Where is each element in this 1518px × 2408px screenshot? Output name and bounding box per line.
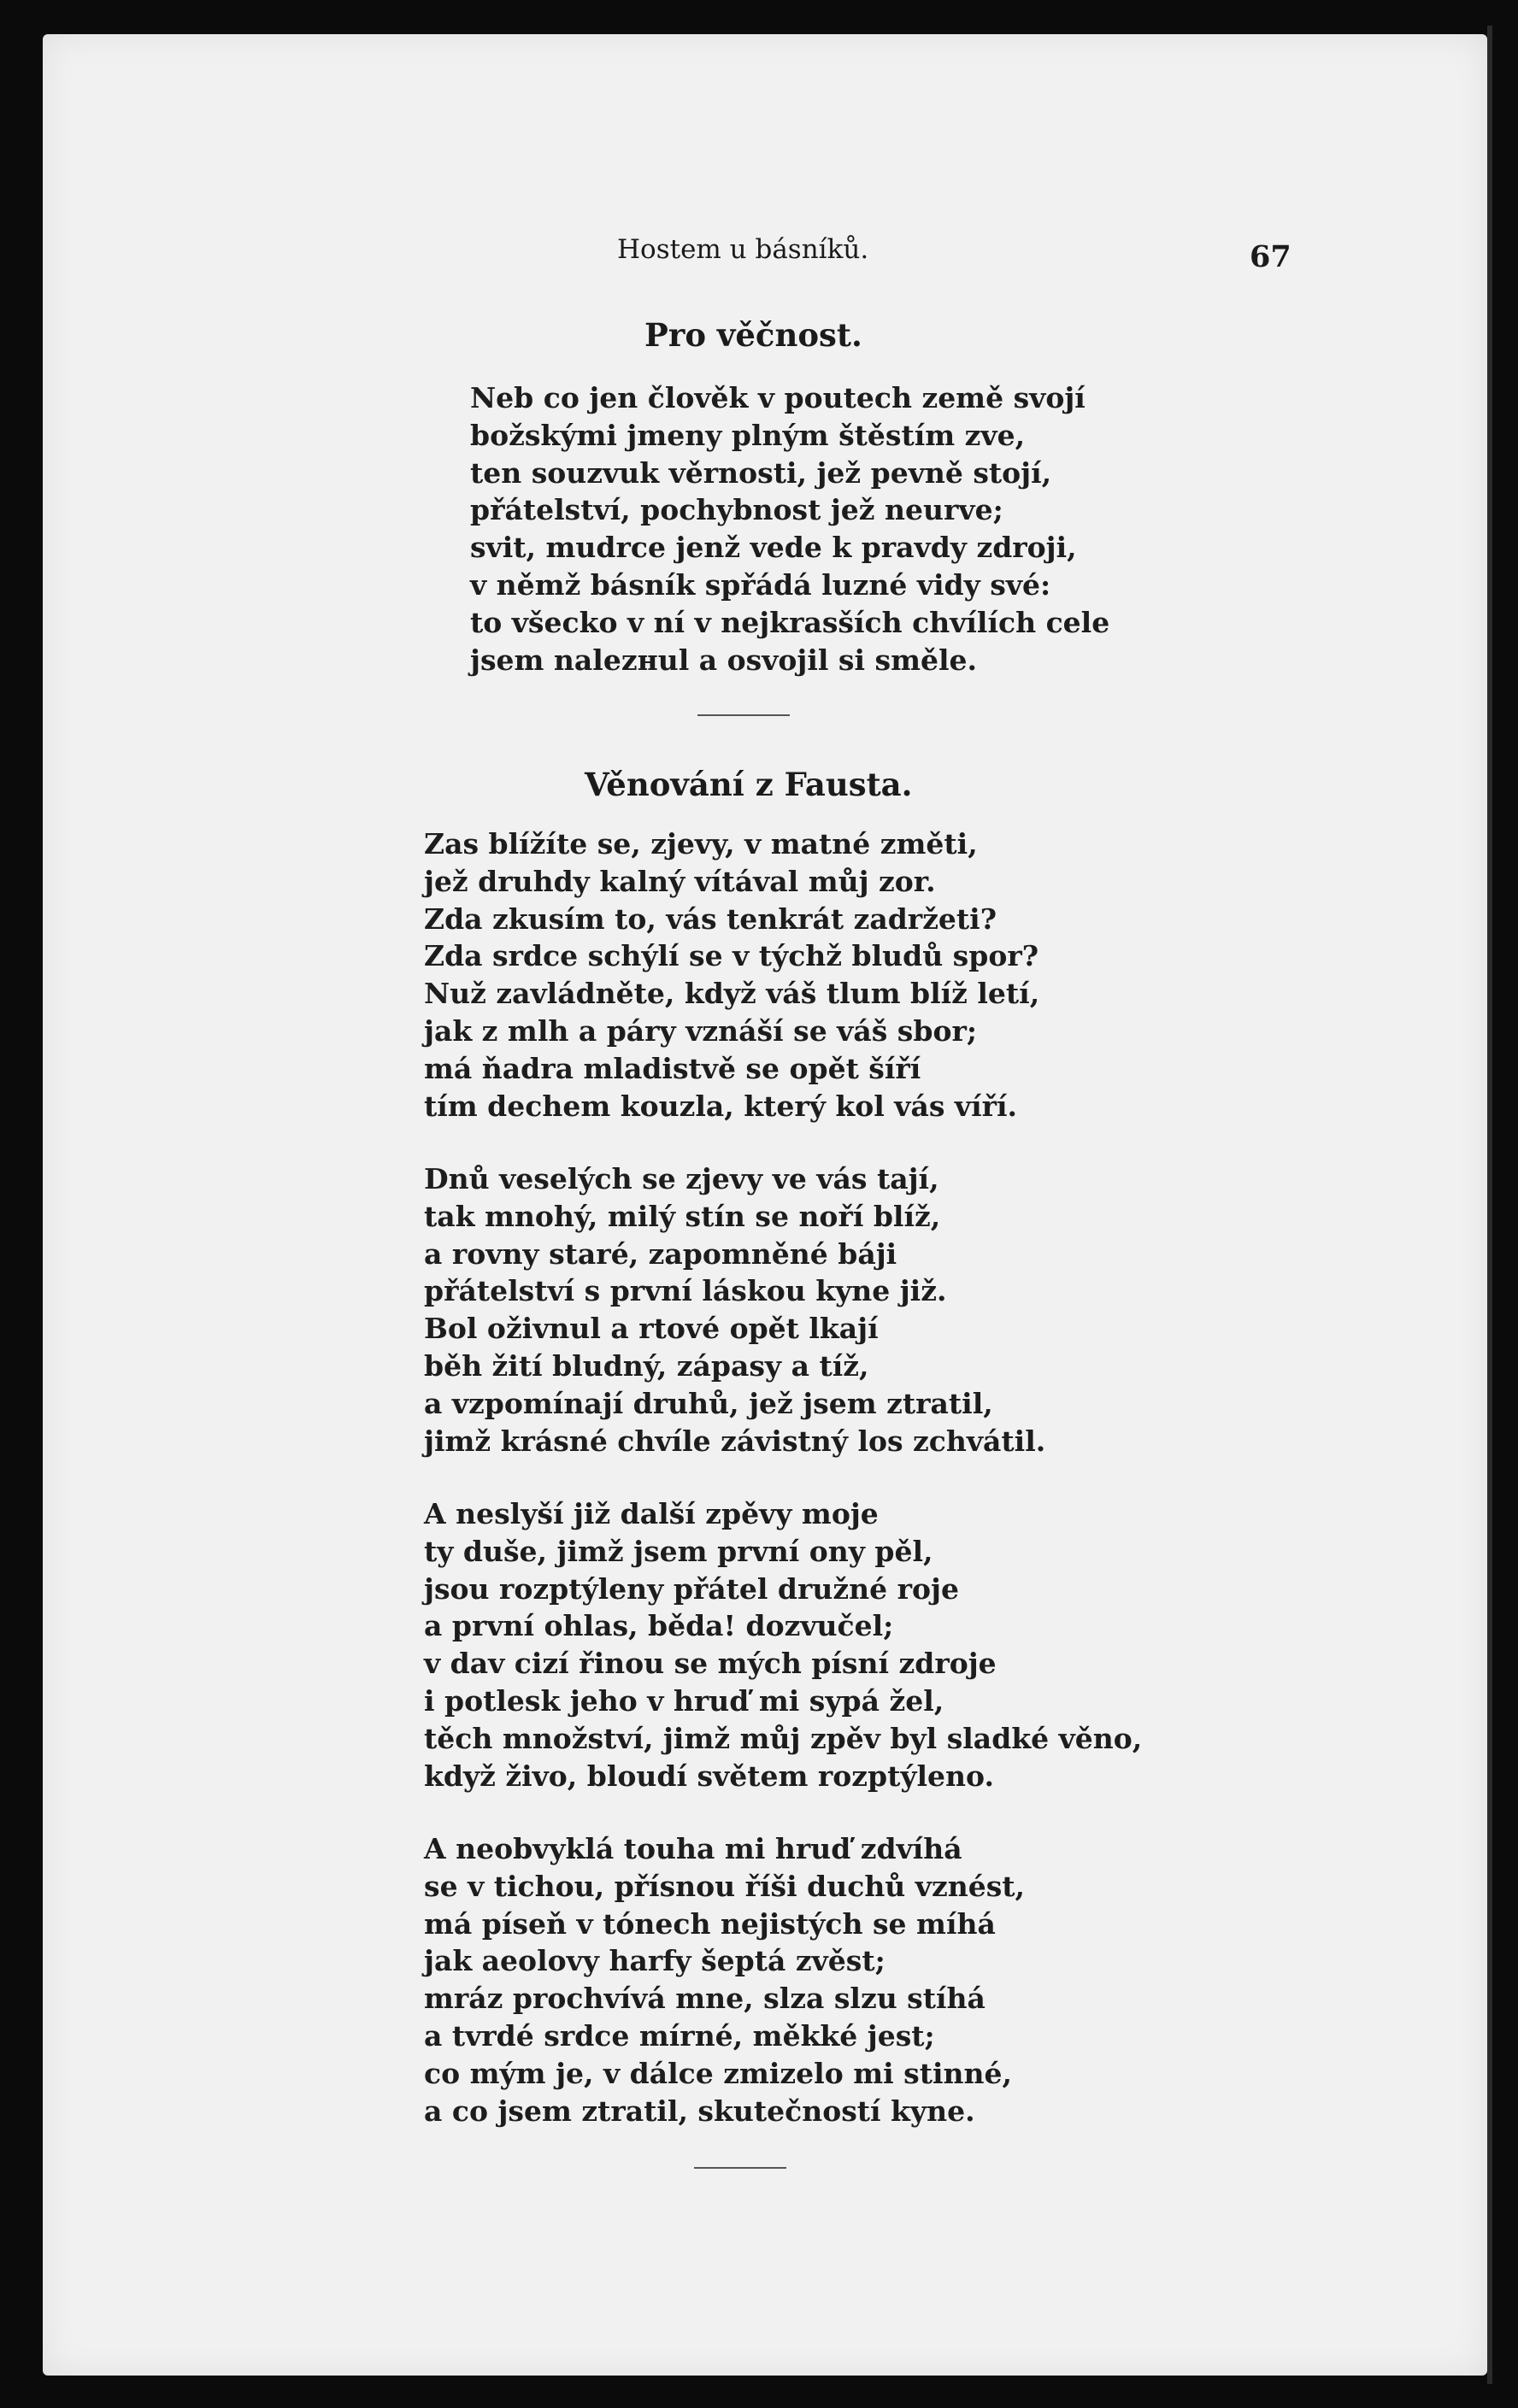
poem-line: se v tichou, přísnou říši duchů vznést,	[424, 1869, 1026, 1903]
poem-line: přátelství s první láskou kyne již.	[424, 1274, 947, 1308]
poem-line: mráz prochvívá mne, slza slzu stíhá	[424, 1982, 986, 2016]
poem-line: jak aeolovy harfy šeptá zvěst;	[424, 1944, 886, 1978]
poem-line: A neslyší již další zpěvy moje	[424, 1497, 879, 1530]
poem-line: Nuž zavládněte, když váš tlum blíž letí,	[424, 977, 1040, 1011]
poem-line: jsem nalezнul a osvojil si směle.	[470, 643, 978, 677]
poem-line: v němž básník spřádá luzné vidy své:	[470, 567, 1051, 602]
poem-line: Zda srdce schýlí se v týchž bludů spor?	[424, 939, 1039, 973]
poem-title: Věnování z Fausta.	[585, 766, 913, 803]
book-page	[43, 34, 1487, 2376]
poem-line: a rovny staré, zapomněné báji	[424, 1236, 897, 1271]
poem-line: Zas blížíte se, zjevy, v matné změti,	[424, 827, 978, 860]
page-number: 67	[1250, 239, 1291, 274]
running-head: Hostem u básníků.	[617, 234, 869, 265]
end-divider	[694, 2167, 786, 2169]
poem-line: když živo, bloudí světem rozptýleno.	[424, 1759, 994, 1793]
poem-line: ten souzvuk věrnosti, jež pevně stojí,	[470, 455, 1052, 490]
poem-line: A neobvyklá touha mi hruď zdvíhá	[424, 1832, 962, 1865]
poem-line: božskými jmeny plným štěstím zve,	[470, 418, 1026, 452]
stanza	[424, 825, 1039, 1125]
poem-line: těch množství, jimž můj zpěv byl sladké věno,	[424, 1721, 1143, 1755]
poem-line: to všecko v ní v nejkrasších chvílích cele	[470, 605, 1110, 639]
poem-line: v dav cizí řinou se mých písní zdroje	[424, 1647, 997, 1681]
poem-line: jimž krásné chvíle závistný los zchvátil.	[424, 1424, 1046, 1458]
poem-line: a první ohlas, běda! dozvučel;	[424, 1609, 894, 1643]
poem-line: ty duše, jimž jsem první ony pěl,	[424, 1534, 933, 1568]
stanza	[424, 1160, 1045, 1459]
poem-line: a co jsem ztratil, skutečností kyne.	[424, 2094, 975, 2128]
poem-line: tím dechem kouzla, který kol vás víří.	[424, 1089, 1018, 1123]
stanza	[424, 1830, 1025, 2129]
section-divider	[697, 714, 790, 716]
poem-line: jak z mlh a páry vznáší se váš sbor;	[424, 1013, 978, 1048]
poem-line: tak mnohý, milý stín se noří blíž,	[424, 1199, 941, 1233]
poem-line: jsou rozptýleny přátel družné roje	[424, 1571, 959, 1606]
stanza	[424, 1495, 1142, 1794]
poem-line: a tvrdé srdce mírné, měkké jest;	[424, 2018, 935, 2053]
poem-line: má píseň v tónech nejistých se míhá	[424, 1906, 996, 1941]
scan-edge	[1487, 26, 1492, 2384]
poem-title: Pro věčnost.	[644, 316, 862, 354]
poem-line: Zda zkusím to, vás tenkrát zadržeti?	[424, 902, 997, 936]
poem-line: svit, mudrce jenž vede k pravdy zdroji,	[470, 531, 1077, 565]
poem-line: co mým je, v dálce zmizelo mi stinné,	[424, 2056, 1012, 2090]
poem-line: běh žití bludný, zápasy a tíž,	[424, 1348, 869, 1383]
poem-line: i potlesk jeho v hruď mi sypá žel,	[424, 1683, 944, 1718]
poem-line: má ňadra mladistvě se opět šíří	[424, 1051, 921, 1085]
poem-line: Bol oživnul a rtové opět lkají	[424, 1312, 879, 1346]
poem-line: přátelství, pochybnost jež neurve;	[470, 493, 1003, 527]
poem-line: Dnů veselých se zjevy ve vás tají,	[424, 1162, 939, 1195]
poem-line: a vzpomínají druhů, jež jsem ztratil,	[424, 1386, 993, 1420]
stanza	[470, 379, 1109, 678]
poem-line: jež druhdy kalný vítával můj zor.	[424, 864, 936, 898]
poem-line: Neb co jen člověk v poutech země svojí	[470, 381, 1086, 414]
